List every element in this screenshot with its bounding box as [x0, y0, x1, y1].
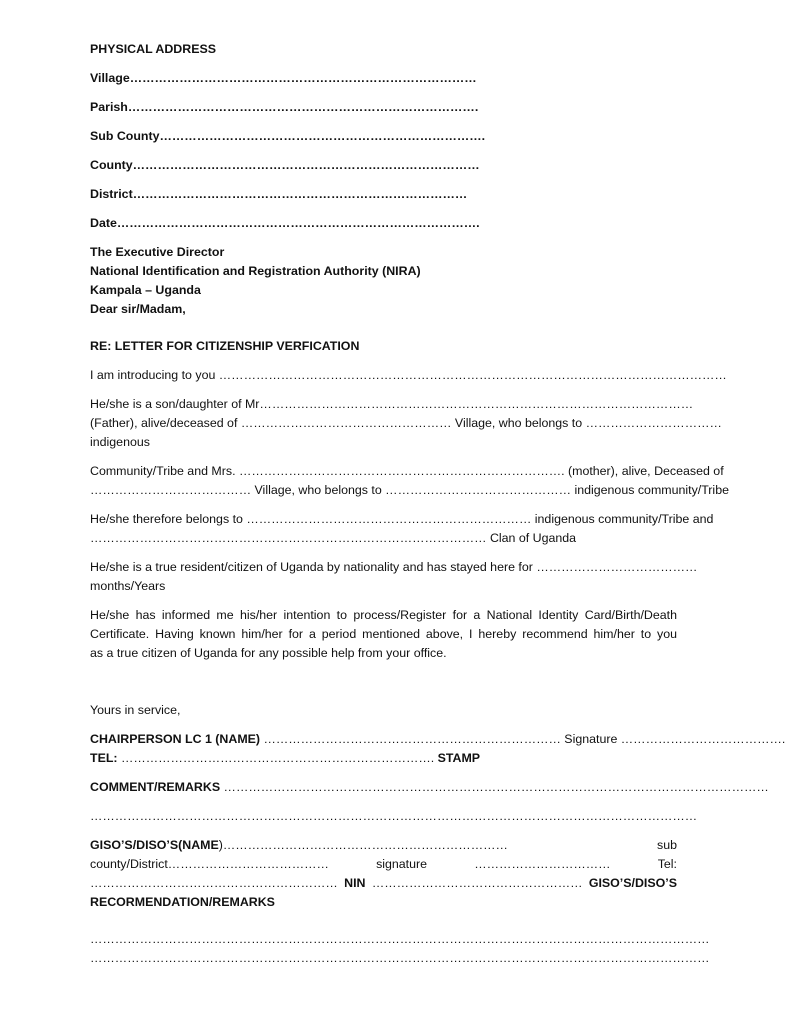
- giso-rec-label1: GISO’S/DISO’S: [588, 876, 677, 890]
- chairperson-label: CHAIRPERSON LC 1 (NAME): [90, 732, 261, 746]
- date-field: Date…………………………………………………………………………….: [90, 216, 480, 230]
- giso-rec-label2: RECORMENDATION/REMARKS: [90, 895, 275, 909]
- giso-signature-dots: ……………………………: [474, 857, 611, 871]
- giso-block: [90, 836, 710, 968]
- closing: Yours in service,: [90, 703, 181, 717]
- paragraph-introduction: I am introducing to you ……………………………………………………………………………………………………………: [90, 368, 727, 382]
- p3-line2: ………………………………… Village, who belongs to ……………………………………… indigenous community/Tribe: [90, 483, 729, 497]
- giso-county: county/District…………………………………: [90, 857, 329, 871]
- giso-nin-dots: ……………………………………………: [371, 876, 583, 890]
- paragraph-community: [90, 510, 714, 548]
- paragraph-parentage-mother: [90, 462, 729, 500]
- stamp-label: STAMP: [437, 751, 481, 765]
- p5-line1: He/she is a true resident/citizen of Uganda by nationality and has stayed here for …………………………………: [90, 560, 698, 574]
- giso-sub: sub: [657, 838, 677, 852]
- tel-dots: ………………………………………………………………….: [117, 751, 438, 765]
- p4-line2: …………………………………………………………………………………… Clan of Uganda: [90, 531, 577, 545]
- giso-tel-dots: ……………………………………………………: [90, 876, 338, 890]
- village-field: Village…………………………………………………………………………: [90, 71, 477, 85]
- district-field: District………………………………………………………………………: [90, 187, 468, 201]
- comment-line: [90, 778, 769, 797]
- chairperson-signature-dots: ……………………………………………………………… Signature ………………………………….: [260, 732, 785, 746]
- chairperson-line: [90, 730, 785, 749]
- p6-line3: as a true citizen of Uganda for any possible help from your office.: [90, 646, 447, 660]
- comment-label: COMMENT/REMARKS: [90, 780, 221, 794]
- giso-signature: signature: [376, 857, 428, 871]
- tel-label: TEL:: [90, 751, 118, 765]
- giso-row3: [90, 874, 677, 893]
- p6-line2: Certificate. Having known him/her for a period mentioned above, I hereby recommend him/her to you: [90, 627, 677, 641]
- chairperson-tel-line: [90, 749, 677, 768]
- giso-name-dots: )……………………………………………………………: [218, 838, 508, 852]
- giso-label: GISO’S/DISO’S(NAME: [90, 838, 219, 852]
- letter-subject: RE: LETTER FOR CITIZENSHIP VERFICATION: [90, 339, 360, 353]
- giso-row1: [90, 836, 677, 855]
- letter-page: [90, 40, 785, 968]
- chairperson-block: [90, 730, 785, 768]
- p6-line1: He/she has informed me his/her intention to process/Register for a National Identity Card/Birth/Death: [90, 608, 677, 622]
- paragraph-recommendation: [90, 606, 677, 663]
- p2-line1: He/she is a son/daughter of Mr……………………………………………………………………………………………: [90, 397, 694, 411]
- county-field: County…………………………………………………………………………: [90, 158, 480, 172]
- giso-row2: [90, 855, 677, 874]
- comment-dots: ……………………………………………………………………………………………………………………: [220, 780, 769, 794]
- address-heading: PHYSICAL ADDRESS: [90, 42, 216, 56]
- recipient-location: Kampala – Uganda: [90, 283, 201, 297]
- p2-line3: indigenous: [90, 435, 150, 449]
- giso-tel: Tel:: [657, 857, 677, 871]
- p3-line1: Community/Tribe and Mrs. ……………………………………………………………………. (mother), alive, Deceased of: [90, 464, 724, 478]
- giso-nin: NIN: [344, 876, 366, 890]
- p4-line1: He/she therefore belongs to …………………………………………………………… indigenous community/Tribe and: [90, 512, 714, 526]
- giso-rec-dots1: ……………………………………………………………………………………………………………………………………: [90, 932, 710, 946]
- physical-address-block: [90, 40, 677, 233]
- paragraph-residency: [90, 558, 698, 596]
- p5-line2: months/Years: [90, 579, 166, 593]
- parish-field: Parish………………………………………………………………………….: [90, 100, 479, 114]
- p2-line2: (Father), alive/deceased of …………………………………………… Village, who belongs to ……………………………: [90, 416, 722, 430]
- comment-block: [90, 778, 769, 826]
- recipient-organisation: National Identification and Registration Authority (NIRA): [90, 264, 421, 278]
- giso-rec-dots2: ……………………………………………………………………………………………………………………………………: [90, 951, 710, 965]
- paragraph-parentage-father: [90, 395, 722, 452]
- recipient-title: The Executive Director: [90, 245, 225, 259]
- sub-county-field: Sub County…………………………………………………………………….: [90, 129, 486, 143]
- comment-dots-line2: …………………………………………………………………………………………………………………………………: [90, 809, 698, 823]
- recipient-block: [90, 243, 677, 319]
- salutation-text: Dear sir/Madam,: [90, 302, 186, 316]
- salutation: [90, 300, 677, 319]
